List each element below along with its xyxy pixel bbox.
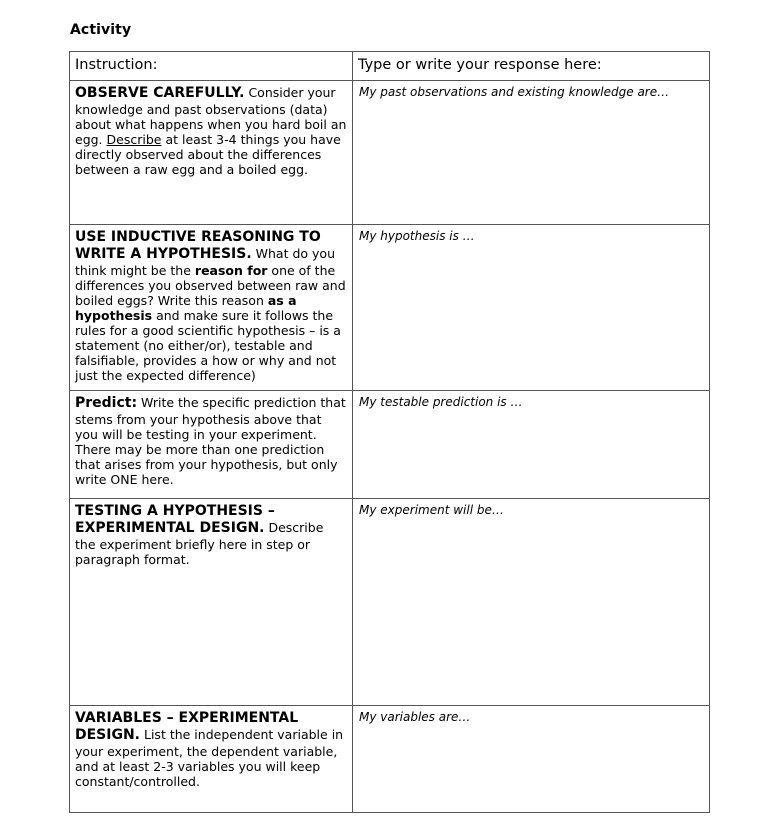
instruction-column-header: Instruction:	[70, 52, 353, 81]
table-row-predict	[70, 391, 710, 499]
instruction-text: and make sure it follows the rules for a good scientific hypothesis – is a statement (no either/or), testable and falsifiable, provides a how or why and not just the expected difference)	[75, 308, 341, 383]
activity-table	[69, 51, 710, 813]
table-row-hypothesis	[70, 225, 710, 391]
instruction-emphasis: Describe	[106, 132, 162, 147]
instruction-text: one of the differences you observed between raw and boiled eggs? Write this reason	[75, 263, 346, 308]
instruction-lead: USE INDUCTIVE REASONING TO WRITE A HYPOTHESIS.	[75, 229, 321, 262]
instruction-observe	[70, 81, 353, 225]
instruction-text: List the independent variable in your experiment, the dependent variable, and at least 2-3 variables you will keep constant/controlled.	[75, 727, 344, 789]
instruction-text: Describe the experiment briefly here in step or paragraph format.	[75, 520, 324, 567]
instruction-lead: Predict:	[75, 395, 138, 411]
instruction-text: Write the specific prediction that stems from your hypothesis above that you will be testing in your experiment. There may be more than one prediction that arises from your hypothesis, but only write ONE here.	[75, 395, 346, 487]
response-placeholder: My hypothesis is …	[359, 229, 475, 243]
instruction-lead: VARIABLES – EXPERIMENTAL DESIGN.	[75, 710, 299, 743]
response-placeholder: My testable prediction is …	[359, 395, 523, 409]
table-row-experiment	[70, 499, 710, 706]
instruction-text: at least 3-4 things you have directly observed about the differences between a raw egg and a boiled egg.	[75, 132, 341, 177]
section-heading: Activity	[70, 22, 132, 38]
response-column-header: Type or write your response here:	[353, 52, 710, 81]
table-header-row	[70, 52, 710, 81]
response-field-predict[interactable]	[353, 391, 710, 499]
response-field-observe[interactable]	[353, 81, 710, 225]
instruction-predict	[70, 391, 353, 499]
response-placeholder: My experiment will be…	[359, 503, 504, 517]
instruction-lead: TESTING A HYPOTHESIS – EXPERIMENTAL DESIGN.	[75, 503, 275, 536]
response-field-experiment[interactable]	[353, 499, 710, 706]
response-placeholder: My variables are…	[359, 710, 471, 724]
table-row-observe	[70, 81, 710, 225]
instruction-text: What do you think might be the	[75, 246, 335, 278]
instruction-emphasis: as a hypothesis	[75, 293, 297, 323]
instruction-lead: OBSERVE CAREFULLY.	[75, 85, 245, 101]
table-row-variables	[70, 706, 710, 813]
instruction-text: Consider your knowledge and past observations (data) about what happens when you hard boil an egg.	[75, 85, 347, 147]
response-field-hypothesis[interactable]	[353, 225, 710, 391]
response-field-variables[interactable]	[353, 706, 710, 813]
instruction-emphasis: reason for	[194, 263, 268, 278]
instruction-experiment	[70, 499, 353, 706]
response-placeholder: My past observations and existing knowledge are…	[359, 85, 670, 99]
instruction-hypothesis	[70, 225, 353, 391]
instruction-variables	[70, 706, 353, 813]
